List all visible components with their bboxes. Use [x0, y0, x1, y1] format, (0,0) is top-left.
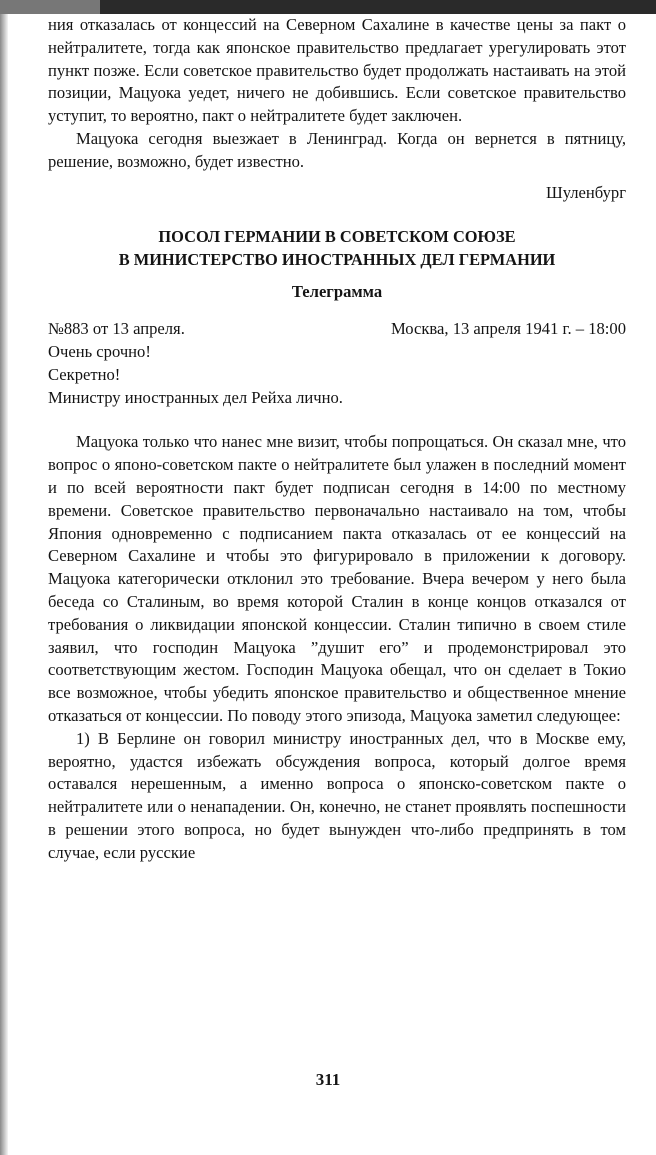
heading-line-1: ПОСОЛ ГЕРМАНИИ В СОВЕТСКОМ СОЮЗЕ	[158, 227, 516, 247]
addressee: Министру иностранных дел Рейха лично.	[48, 387, 343, 407]
document-page	[48, 14, 626, 865]
urgency-mark: Очень срочно!	[48, 341, 151, 361]
telegram-number-date: №883 от 13 апреля.	[48, 319, 185, 339]
signature: Шуленбург	[545, 182, 626, 202]
body-paragraph-1: Мацуока только что нанес мне визит, чтобы попрощаться. Он сказал мне, что вопрос о японо-советском пакте о нейтралитете был улажен в последний момент и по всей вероятности пакт будет подписан сегодня в 14:00 по местному времени. Советское правительство первоначально настаивало на том, чтобы Япония одновременно с подписанием пакта отказалась от ее концессий на Северном Сахалине и чтобы это фигурировало в приложении к договору. Мацуока категорически отклонил это требование. Вчера вечером у него была беседа со Сталиным, во время которой Сталин в конце концов отказался от требования о ликвидации японской концессии. Сталин типично в своем стиле заявил, что господин Мацуока ”душит его” и продемонстрировал это соответствующим жестом. Господин Мацуока обещал, что он сделает в Токио все возможное, чтобы убедить японское правительство и общественное мнение отказаться от концессии. По поводу этого эпизода, Мацуока заметил следующее:	[48, 432, 626, 725]
document-heading	[48, 226, 626, 271]
scan-left-edge	[0, 0, 8, 1155]
continuation-paragraph: ния отказалась от концессий на Северном Сахалине в качестве цены за пакт о нейтралитете, тогда как японское правительство предлагает урегулировать этот пункт позже. Если советское правительство будет продолжать настаивать на этой позиции, Мацуока уедет, ничего не добившись. Если советское правительство уступит, то вероятно, пакт о нейтралитете будет заключен.	[48, 15, 626, 126]
scan-top-strip	[0, 0, 656, 14]
body-paragraph-2: 1) В Берлине он говорил министру иностранных дел, что в Москве ему, вероятно, удастся избежать обсуждения вопроса, который долгое время оставался нерешенным, а именно вопроса о японско-советском пакте о нейтралитете или о ненападении. Он, конечно, не станет проявлять поспешности в решении этого вопроса, но будет вынужден что-либо предпринять в том случае, если русские	[48, 728, 626, 862]
page-number: 311	[315, 1070, 341, 1089]
classification-mark: Секретно!	[48, 364, 121, 384]
telegram-place-time: Москва, 13 апреля 1941 г. – 18:00	[390, 319, 626, 339]
heading-line-2: В МИНИСТЕРСТВО ИНОСТРАННЫХ ДЕЛ ГЕРМАНИИ	[118, 249, 556, 269]
departure-paragraph: Мацуока сегодня выезжает в Ленинград. Когда он вернется в пятницу, решение, возможно, будет известно.	[48, 128, 626, 171]
document-type: Телеграмма	[291, 282, 383, 302]
telegram-meta-row	[48, 318, 626, 341]
